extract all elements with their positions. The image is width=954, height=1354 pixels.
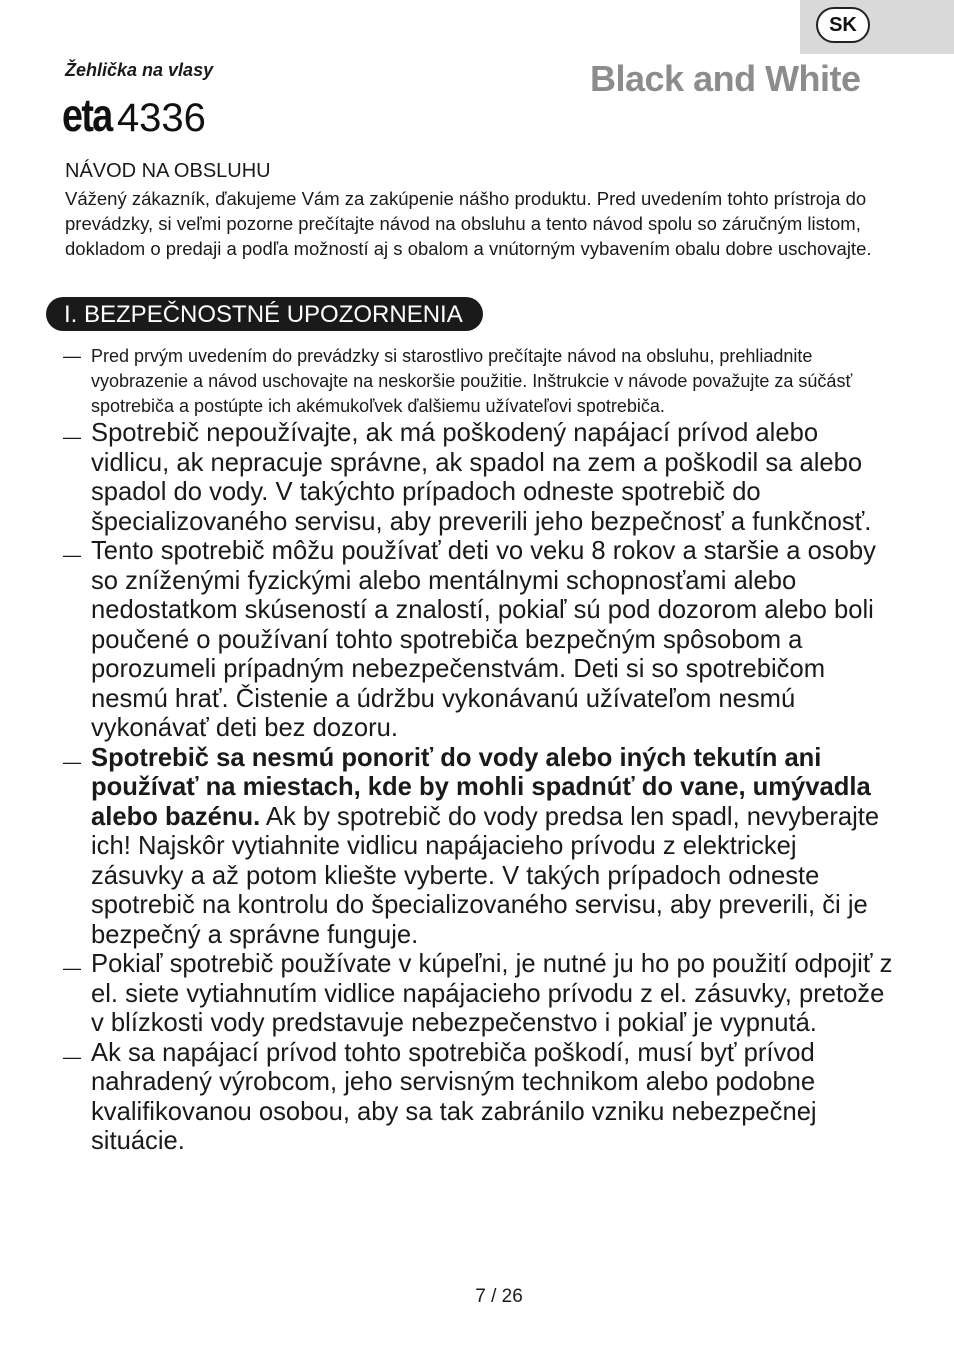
language-tab — [800, 0, 954, 54]
dash-bullet: — — [63, 346, 81, 366]
warning-text: Pred prvým uvedením do prevádzky si starostlivo prečítajte návod na obsluhu, prehliadnite vyobrazenie a návod uschovajte na neskoršie použitie. Inštrukcie v návode považujte za súčásť spotrebiča a postúpte ich akémukoľvek ďalšiemu užívateľovi spotrebiča. — [91, 346, 853, 416]
series-name: Black and White — [590, 58, 861, 99]
warning-text: Spotrebič nepoužívajte, ak má poškodený napájací prívod alebo vidlicu, ak nepracuje správne, ak spadol na zem a poškodil sa alebo spadol do vody. V takýchto prípadoch odneste spotrebič do špecializovaného servisu, aby preverili jeho bezpečnosť a funkčnosť. — [91, 419, 872, 536]
brand-logo: eta — [62, 89, 112, 141]
model-number: 4336 — [116, 96, 206, 140]
warning-text: Ak sa napájací prívod tohto spotrebiča poškodí, musí byť prívod nahradený výrobcom, jeho servisným technikom alebo podobne kvalifikovanou osobou, aby sa tak zabránilo vzniku nebezpečnej situácie. — [91, 1038, 817, 1155]
warning-text: Tento spotrebič môžu používať deti vo veku 8 rokov a staršie a osoby so zníženými fyzickými alebo mentálnymi schopnosťami alebo nedostatkom skúseností a znalostí, pokiaľ sú pod dozorom alebo boli poučené o používaní tohto spotrebiča bezpečným spôsobom a porozumeli prípadným nebezpečenstvám. Deti si so spotrebičom nesmú hrať. Čistenie a údržbu vykonávanú užívateľom nesmú vykonávať deti bez dozoru. — [91, 537, 876, 742]
warning-item — [63, 1039, 893, 1157]
language-badge: SK — [816, 7, 870, 43]
safety-warnings-list — [63, 344, 893, 1157]
dash-bullet: — — [63, 545, 81, 565]
dash-bullet: — — [63, 958, 81, 978]
warning-item — [63, 744, 893, 951]
warning-item — [63, 950, 893, 1039]
warning-item — [63, 344, 893, 419]
page-number: 7 / 26 — [475, 1286, 523, 1307]
warning-item — [63, 419, 893, 537]
brand-line — [62, 88, 206, 142]
warning-text: Pokiaľ spotrebič používate v kúpeľni, je nutné ju ho po použití odpojiť z el. siete vytiahnutím vidlice napájacieho prívodu z el. zásuvky, pretože v blízkosti vody predstavuje nebezpečenstvo i pokiaľ je vypnutá. — [91, 950, 893, 1037]
intro-paragraph: Vážený zákazník, ďakujeme Vám za zakúpenie nášho produktu. Pred uvedením tohto prístroja do prevádzky, si veľmi pozorne prečítajte návod na obsluhu a tento návod spolu so záručným listom, dokladom o predaji a podľa možností aj s obalom a vnútorným vybavením obalu dobre uschovajte. — [65, 188, 872, 259]
dash-bullet: — — [63, 751, 81, 772]
dash-bullet: — — [63, 427, 81, 447]
section-heading: I. BEZPEČNOSTNÉ UPOZORNENIA — [46, 297, 483, 331]
warning-item — [63, 537, 893, 744]
product-type: Žehlička na vlasy — [65, 60, 214, 80]
warning-text: Ak by spotrebič do vody predsa len spadl, nevyberajte ich! Najskôr vytiahnite vidlicu napájacieho prívodu z elektrickej zásuvky a až potom kliešte vyberte. V takých prípadoch odneste spotrebič na kontrolu do špecializovaného servisu, aby preverili, či je bezpečný a správne funguje. — [91, 802, 880, 949]
warning-bold-text: Spotrebič sa nesmú ponoriť do vody alebo iných tekutín ani používať na miestach, kde by mohli spadnúť do vane, umývadla alebo bazénu. — [91, 743, 871, 831]
document-title: NÁVOD NA OBSLUHU — [65, 160, 271, 182]
dash-bullet: — — [63, 1046, 81, 1067]
